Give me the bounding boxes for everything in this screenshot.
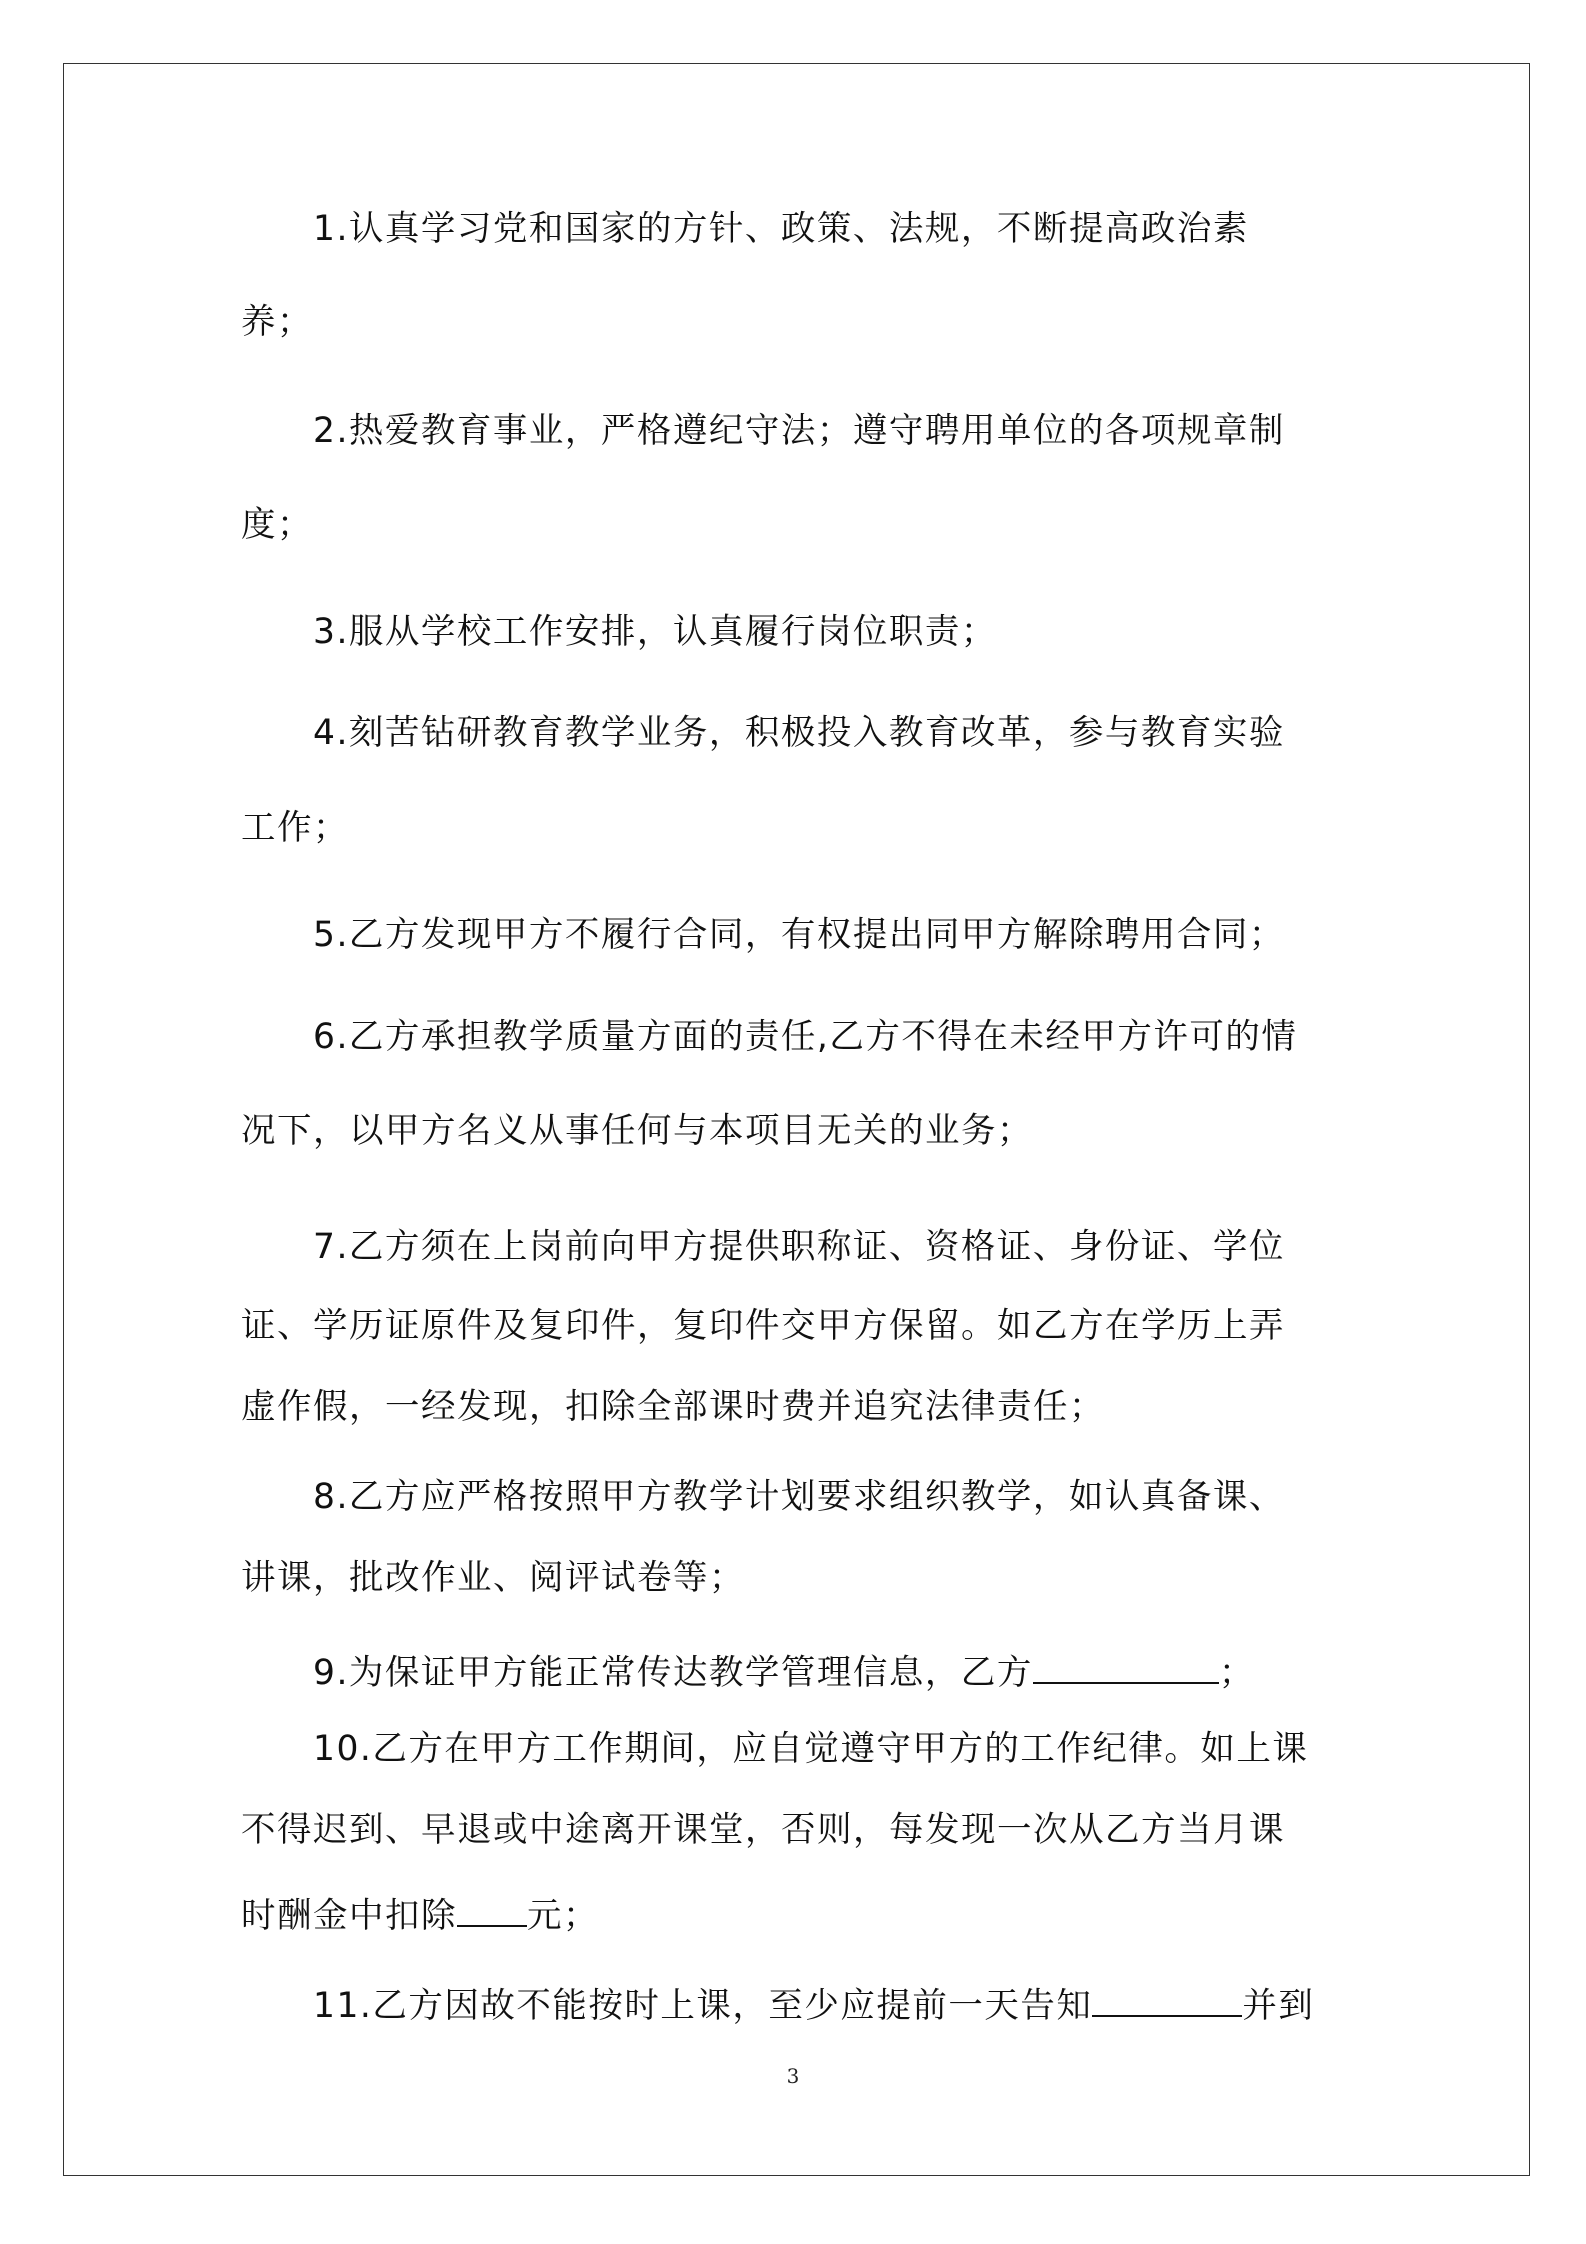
paragraph-4-line-1: 4.刻苦钻研教育教学业务，积极投入教育改革，参与教育实验	[313, 713, 1285, 753]
paragraph-4-line-2: 工作；	[241, 808, 349, 848]
paragraph-11-line-1	[313, 1979, 1314, 2028]
paragraph-9-tail: ；	[1218, 1653, 1255, 1693]
paragraph-9-text: 9.为保证甲方能正常传达教学管理信息，乙方	[313, 1653, 1033, 1693]
fill-in-blank	[1092, 1979, 1242, 2017]
paragraph-7-line-3: 虚作假，一经发现，扣除全部课时费并追究法律责任；	[241, 1387, 1105, 1427]
paragraph-5-line-1: 5.乙方发现甲方不履行合同，有权提出同甲方解除聘用合同；	[313, 915, 1285, 955]
paragraph-11-text: 11.乙方因故不能按时上课，至少应提前一天告知	[313, 1986, 1093, 2026]
paragraph-1-line-2: 养；	[241, 302, 313, 342]
paragraph-8-line-1: 8.乙方应严格按照甲方教学计划要求组织教学，如认真备课、	[313, 1477, 1285, 1517]
paragraph-6-line-2: 况下，以甲方名义从事任何与本项目无关的业务；	[241, 1111, 1033, 1151]
paragraph-7-line-1: 7.乙方须在上岗前向甲方提供职称证、资格证、身份证、学位	[313, 1227, 1285, 1267]
paragraph-10-line-3	[241, 1889, 599, 1938]
paragraph-1-line-1: 1.认真学习党和国家的方针、政策、法规，不断提高政治素	[313, 209, 1249, 249]
paragraph-10-line-2: 不得迟到、早退或中途离开课堂，否则，每发现一次从乙方当月课	[241, 1810, 1285, 1850]
paragraph-7-line-2: 证、学历证原件及复印件，复印件交甲方保留。如乙方在学历上弄	[241, 1306, 1285, 1346]
paragraph-8-line-2: 讲课，批改作业、阅评试卷等；	[241, 1558, 745, 1598]
fill-in-blank	[457, 1889, 527, 1927]
fill-in-blank	[1033, 1646, 1219, 1684]
paragraph-3-line-1: 3.服从学校工作安排，认真履行岗位职责；	[313, 612, 997, 652]
paragraph-11-tail: 并到	[1242, 1986, 1315, 2026]
page-number: 3	[786, 2064, 800, 2088]
paragraph-2-line-2: 度；	[241, 505, 313, 545]
paragraph-9-line-1	[313, 1646, 1255, 1695]
paragraph-10-tail: 元；	[527, 1896, 599, 1936]
paragraph-6-line-1: 6.乙方承担教学质量方面的责任,乙方不得在未经甲方许可的情	[313, 1017, 1298, 1057]
paragraph-10-text: 时酬金中扣除	[241, 1896, 457, 1936]
paragraph-2-line-1: 2.热爱教育事业，严格遵纪守法；遵守聘用单位的各项规章制	[313, 411, 1285, 451]
paragraph-10-line-1: 10.乙方在甲方工作期间，应自觉遵守甲方的工作纪律。如上课	[313, 1729, 1309, 1769]
